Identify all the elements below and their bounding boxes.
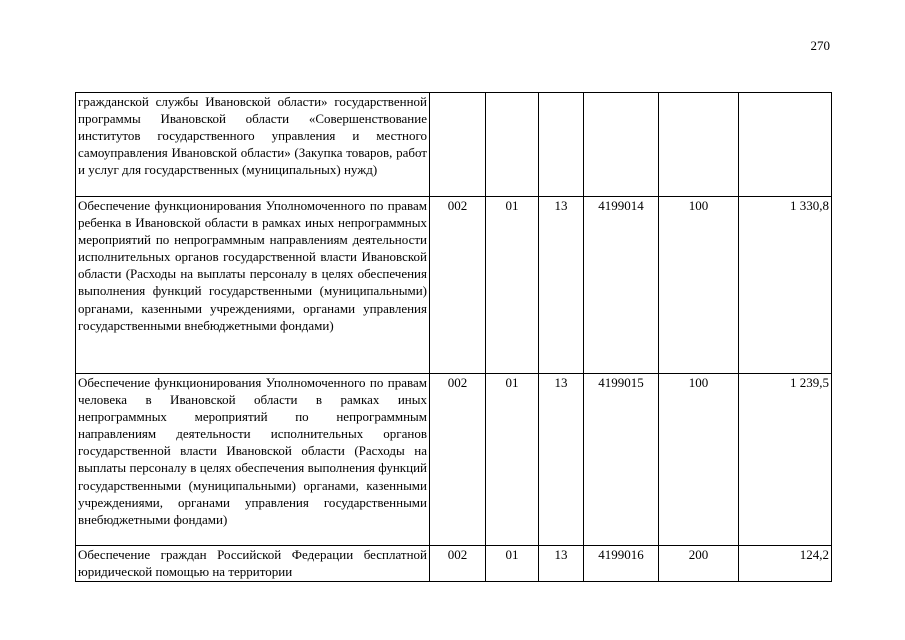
page-number: 270 — [810, 38, 830, 53]
subsection-code: 13 — [539, 197, 584, 374]
row-description: Обеспечение граждан Российской Федерации бесплатной юридической помощью на территории — [76, 546, 430, 582]
section-code — [486, 93, 539, 197]
ministry-code — [430, 93, 486, 197]
row-description: гражданской службы Ивановской области» государственной программы Ивановской области «Совершенствование институтов государственного управления и местного самоуправления Ивановской области» (Закупка товаров, работ и услуг для государственных (муниципальных) нужд) — [76, 93, 430, 197]
target-article-code: 4199014 — [584, 197, 659, 374]
amount: 1 239,5 — [739, 374, 832, 546]
table-row — [76, 197, 832, 374]
target-article-code: 4199015 — [584, 374, 659, 546]
row-description: Обеспечение функционирования Уполномоченного по правам человека в Ивановской области в рамках иных непрограммных мероприятий по непрограммным направлениям деятельности исполнительных органов государственной власти Ивановской области (Расходы на выплаты персоналу в целях обеспечения выполнения функций государственными (муниципальными) органами, казенными учреждениями, органами управления государственными внебюджетными фондами) — [76, 374, 430, 546]
target-article-code: 4199016 — [584, 546, 659, 582]
row-description: Обеспечение функционирования Уполномоченного по правам ребенка в Ивановской области в рамках иных непрограммных мероприятий по непрограммным направлениям деятельности исполнительных органов государственной власти Ивановской области (Расходы на выплаты персоналу в целях обеспечения выполнения функций государственными (муниципальными) органами, казенными учреждениями, органами управления государственными внебюджетными фондами) — [76, 197, 430, 374]
subsection-code: 13 — [539, 546, 584, 582]
table-row — [76, 93, 832, 197]
expense-type-code: 100 — [659, 374, 739, 546]
section-code: 01 — [486, 197, 539, 374]
section-code: 01 — [486, 546, 539, 582]
amount — [739, 93, 832, 197]
target-article-code — [584, 93, 659, 197]
ministry-code: 002 — [430, 374, 486, 546]
table-row — [76, 546, 832, 582]
section-code: 01 — [486, 374, 539, 546]
expense-type-code — [659, 93, 739, 197]
ministry-code: 002 — [430, 197, 486, 374]
expense-type-code: 200 — [659, 546, 739, 582]
ministry-code: 002 — [430, 546, 486, 582]
budget-table — [75, 92, 832, 582]
subsection-code — [539, 93, 584, 197]
expense-type-code: 100 — [659, 197, 739, 374]
amount: 1 330,8 — [739, 197, 832, 374]
subsection-code: 13 — [539, 374, 584, 546]
amount: 124,2 — [739, 546, 832, 582]
table-row — [76, 374, 832, 546]
